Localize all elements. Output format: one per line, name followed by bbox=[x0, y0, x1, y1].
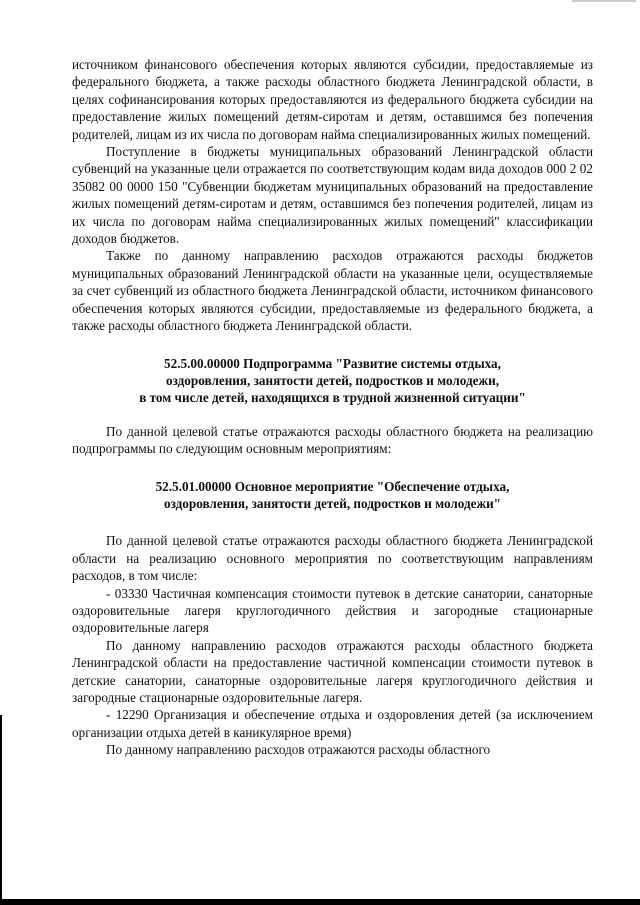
paragraph-12290-description: По данному направлению расходов отражаются расходы областного bbox=[106, 742, 491, 758]
document-page bbox=[72, 56, 593, 759]
list-item-12290: - 12290 Организация и обеспечение отдыха и оздоровления детей (за исключением организации отдыха детей в каникулярное время) bbox=[72, 707, 593, 740]
paragraph-03330-description: По данному направлению расходов отражаются расходы областного бюджета Ленинградской области на предоставление частичной компенсации стоимости путевок в детские санатории, санаторные оздоровительные лагеря круглогодичного действия и загородные стационарные оздоровительные лагеря. bbox=[72, 637, 593, 705]
scan-left-border bbox=[0, 715, 2, 905]
main-activity-heading-line-2: оздоровления, занятости детей, подростков и молодежи" bbox=[163, 495, 502, 511]
scan-edge-mark bbox=[572, 0, 636, 2]
paragraph-1: источником финансового обеспечения которых являются субсидии, предоставляемые из федерального бюджета, а также расходы областного бюджета Ленинградской области, в целях софинансирования которых предоставляются из федерального бюджета субсидии на предоставление жилых помещений детям-сиротам и детям, оставшимся без попечения родителей, лицам из их числа по договорам найма специализированных жилых помещений. bbox=[72, 57, 593, 142]
subprogram-heading-line-1: 52.5.00.00000 Подпрограмма "Развитие системы отдыха, bbox=[164, 355, 501, 371]
paragraph-activity-intro: По данной целевой статье отражаются расходы областного бюджета Ленинградской области на реализацию основного мероприятия по соответствующим направлениям расходов, в том числе: bbox=[72, 533, 593, 584]
main-activity-heading-line-1: 52.5.01.00000 Основное мероприятие "Обеспечение отдыха, bbox=[155, 478, 510, 494]
subprogram-heading-line-3: в том числе детей, находящихся в трудной жизненной ситуации" bbox=[139, 390, 526, 406]
paragraph-2: Поступление в бюджеты муниципальных образований Ленинградской области субвенций на указанные цели отражается по соответствующим кодам вида доходов 000 2 02 35082 00 0000 150 "Субвенции бюджетам муниципальных образований на предоставление жилых помещений детям-сиротам и детям, оставшимся без попечения родителей, лицам из их числа по договорам найма специализированных жилых помещений" классификации доходов бюджетов. bbox=[72, 144, 593, 247]
list-item-03330: - 03330 Частичная компенсация стоимости путевок в детские санатории, санаторные оздоровительные лагеря круглогодичного действия и загородные стационарные оздоровительные лагеря bbox=[72, 585, 593, 636]
paragraph-3: Также по данному направлению расходов отражаются расходы бюджетов муниципальных образований Ленинградской области на указанные цели, осуществляемые за счет субвенций из областного бюджета Ленинградской области, источником финансового обеспечения которых являются субсидии, предоставляемые из федерального бюджета, а также расходы областного бюджета Ленинградской области. bbox=[72, 248, 593, 334]
paragraph-subprogram-intro: По данной целевой статье отражаются расходы областного бюджета на реализацию подпрограммы по следующим основным мероприятиям: bbox=[72, 423, 593, 457]
subprogram-heading-line-2: оздоровления, занятости детей, подростков и молодежи, bbox=[165, 372, 499, 388]
scan-bottom-border bbox=[0, 899, 640, 905]
subprogram-heading bbox=[72, 355, 593, 407]
main-activity-heading bbox=[72, 478, 593, 513]
